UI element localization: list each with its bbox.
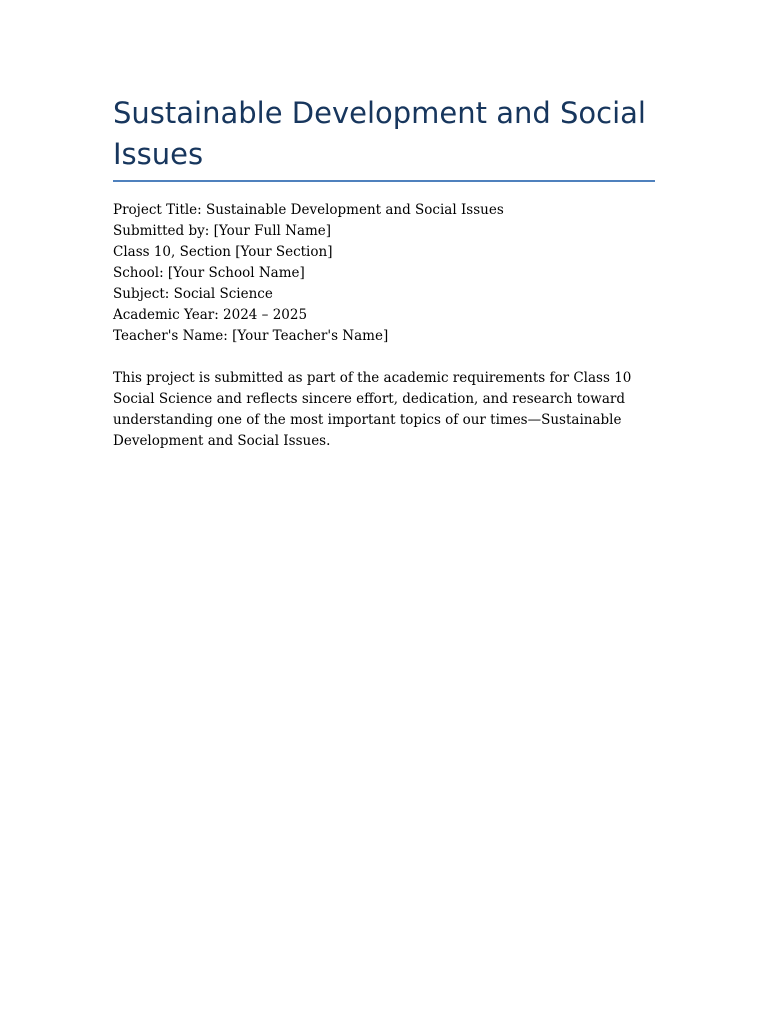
detail-teacher-name: Teacher's Name: [Your Teacher's Name] <box>113 328 389 344</box>
project-details <box>113 200 673 347</box>
detail-submitted-by: Submitted by: [Your Full Name] <box>113 223 332 239</box>
detail-class-section: Class 10, Section [Your Section] <box>113 244 333 260</box>
submission-statement: This project is submitted as part of the academic requirements for Class 10 Social Science and reflects sincere effort, dedication, and research toward understanding one of the most important topics of our times—Sustainable Development and Social Issues. <box>113 370 632 449</box>
title-underline-divider <box>113 180 655 182</box>
detail-project-title: Project Title: Sustainable Development and Social Issues <box>113 202 504 218</box>
page-title: Sustainable Development and Social Issues <box>113 96 646 171</box>
detail-academic-year: Academic Year: 2024 – 2025 <box>113 307 308 323</box>
detail-subject: Subject: Social Science <box>113 286 273 302</box>
detail-school: School: [Your School Name] <box>113 265 305 281</box>
